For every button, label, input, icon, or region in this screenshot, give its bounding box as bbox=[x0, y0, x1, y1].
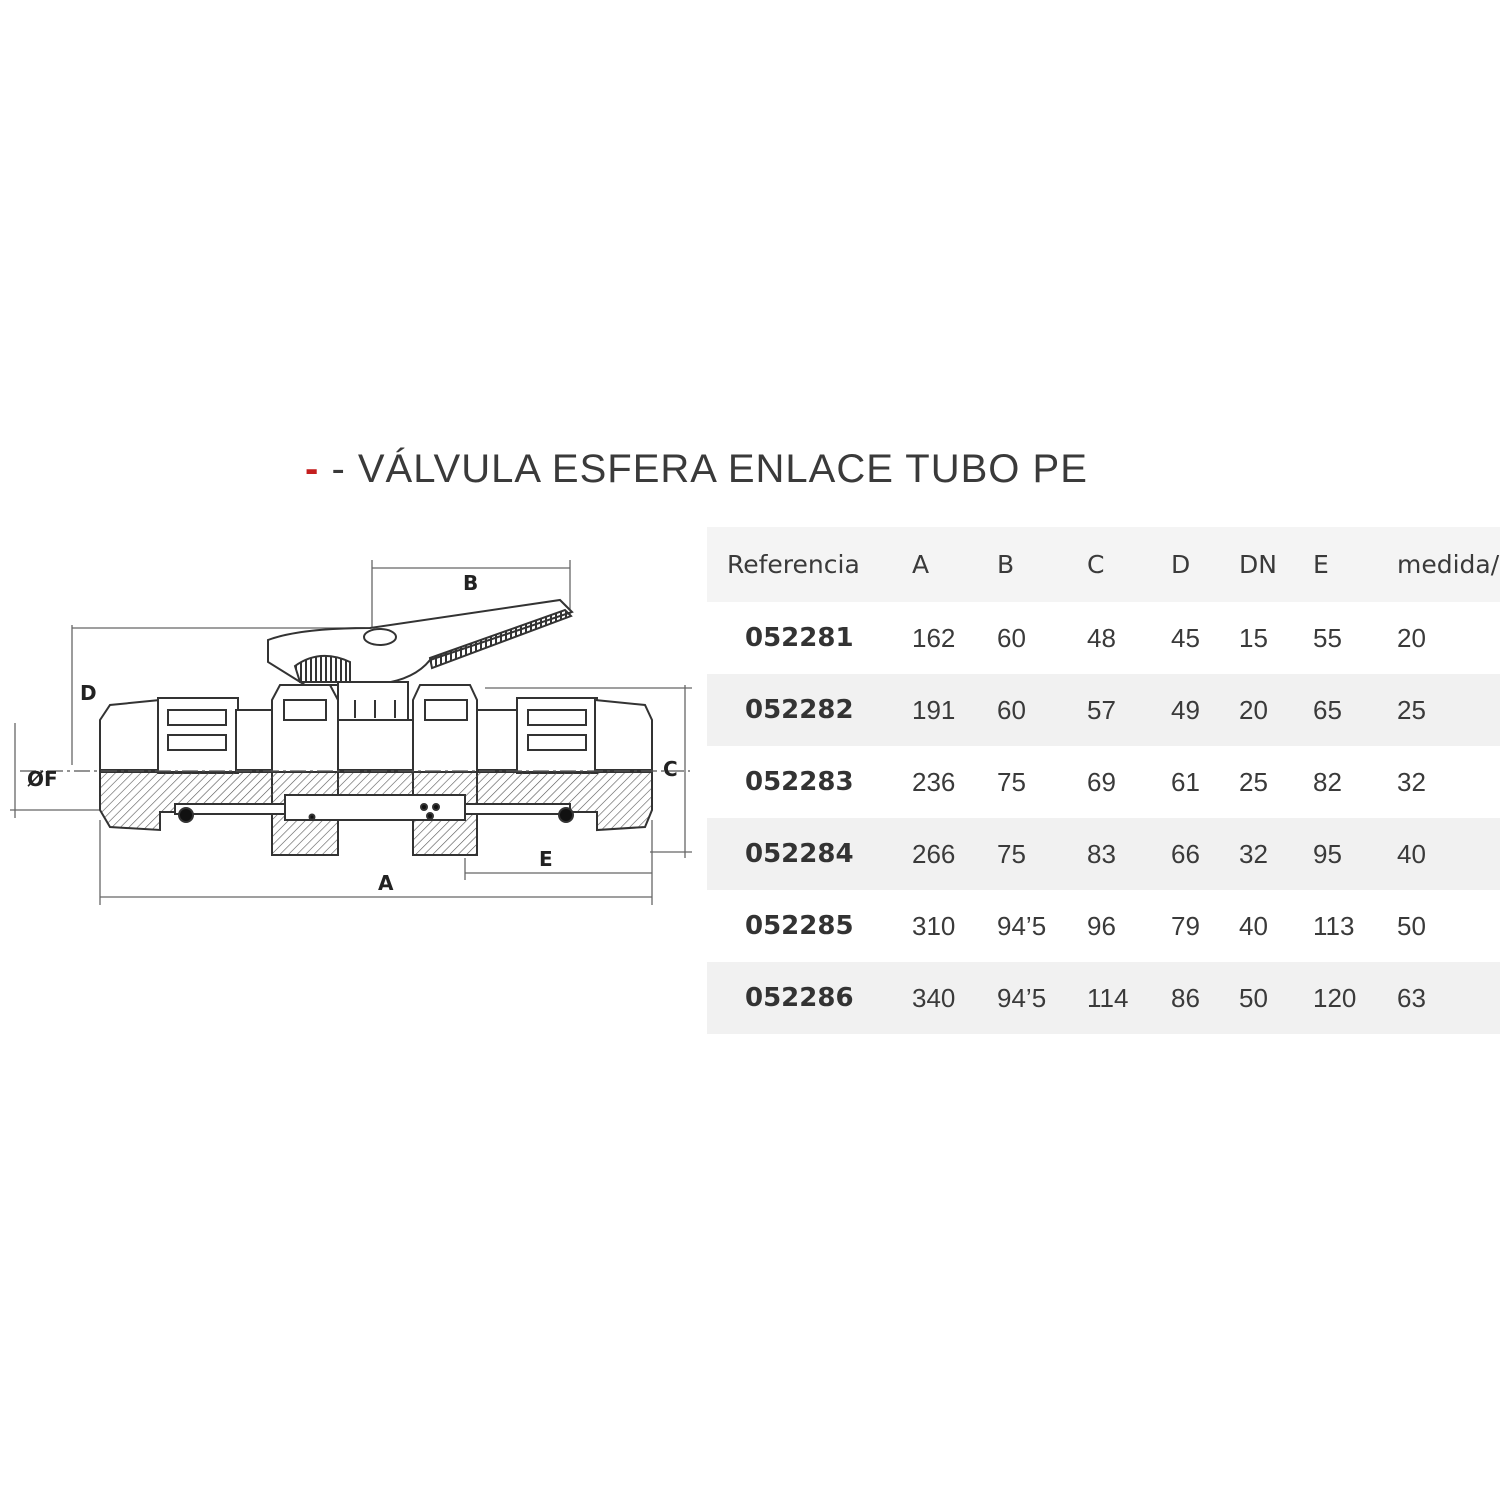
cell-e: 55 bbox=[1313, 622, 1342, 653]
cell-medida: 32 bbox=[1397, 766, 1426, 797]
header-referencia: Referencia bbox=[727, 550, 860, 579]
label-c: C bbox=[663, 757, 678, 781]
valve-body bbox=[100, 682, 652, 855]
cell-d: 79 bbox=[1171, 910, 1200, 941]
header-a: A bbox=[912, 550, 930, 579]
label-d: D bbox=[80, 681, 97, 705]
valve-handle bbox=[268, 600, 572, 685]
valve-section bbox=[100, 772, 652, 855]
header-e: E bbox=[1313, 550, 1329, 579]
cell-medida: 40 bbox=[1397, 838, 1426, 869]
cell-b: 94’5 bbox=[997, 910, 1047, 941]
cell-e: 65 bbox=[1313, 694, 1342, 725]
cell-referencia: 052282 bbox=[745, 695, 854, 725]
cell-e: 95 bbox=[1313, 838, 1342, 869]
table-row bbox=[707, 674, 1500, 746]
cell-a: 162 bbox=[912, 622, 956, 653]
cell-c: 69 bbox=[1087, 766, 1116, 797]
cell-a: 266 bbox=[912, 838, 956, 869]
table-row bbox=[707, 746, 1500, 818]
cell-c: 96 bbox=[1087, 910, 1116, 941]
cell-c: 83 bbox=[1087, 838, 1116, 869]
cell-d: 49 bbox=[1171, 694, 1200, 725]
cell-dn: 20 bbox=[1239, 694, 1268, 725]
cell-referencia: 052281 bbox=[745, 623, 854, 653]
cell-medida: 25 bbox=[1397, 694, 1426, 725]
cell-medida: 50 bbox=[1397, 910, 1426, 941]
table-row bbox=[707, 890, 1500, 962]
cell-b: 75 bbox=[997, 766, 1026, 797]
table-row bbox=[707, 818, 1500, 890]
cell-dn: 25 bbox=[1239, 766, 1268, 797]
label-e: E bbox=[539, 847, 553, 871]
cell-medida: 20 bbox=[1397, 622, 1426, 653]
label-b: B bbox=[463, 571, 479, 595]
cell-dn: 40 bbox=[1239, 910, 1268, 941]
cell-b: 60 bbox=[997, 622, 1026, 653]
table-row bbox=[707, 962, 1500, 1034]
cell-d: 45 bbox=[1171, 622, 1200, 653]
cell-a: 310 bbox=[912, 910, 956, 941]
cell-referencia: 052283 bbox=[745, 767, 854, 797]
cell-dn: 50 bbox=[1239, 982, 1268, 1013]
cell-referencia: 052286 bbox=[745, 983, 854, 1013]
cell-dn: 32 bbox=[1239, 838, 1268, 869]
label-f: ØF bbox=[27, 767, 58, 791]
cell-referencia: 052284 bbox=[745, 839, 854, 869]
cell-d: 66 bbox=[1171, 838, 1200, 869]
cell-medida: 63 bbox=[1397, 982, 1426, 1013]
cell-b: 94’5 bbox=[997, 982, 1047, 1013]
header-d: D bbox=[1171, 550, 1191, 579]
page-title bbox=[305, 447, 1088, 492]
header-c: C bbox=[1087, 550, 1105, 579]
cell-a: 236 bbox=[912, 766, 956, 797]
label-a: A bbox=[378, 871, 394, 895]
cell-d: 61 bbox=[1171, 766, 1200, 797]
cell-e: 120 bbox=[1313, 982, 1357, 1013]
cell-e: 113 bbox=[1313, 910, 1355, 941]
cell-d: 86 bbox=[1171, 982, 1200, 1013]
header-b: B bbox=[997, 550, 1015, 579]
title-text: - VÁLVULA ESFERA ENLACE TUBO PE bbox=[319, 447, 1088, 491]
cell-c: 57 bbox=[1087, 694, 1116, 725]
title-red-dash: - bbox=[305, 447, 320, 491]
cell-a: 191 bbox=[912, 694, 956, 725]
table-row bbox=[707, 602, 1500, 674]
cell-b: 60 bbox=[997, 694, 1026, 725]
dimensions-table bbox=[707, 527, 1500, 1041]
header-dn: DN bbox=[1239, 550, 1277, 579]
cell-a: 340 bbox=[912, 982, 956, 1013]
cell-e: 82 bbox=[1313, 766, 1342, 797]
cell-c: 114 bbox=[1087, 982, 1129, 1013]
cell-c: 48 bbox=[1087, 622, 1116, 653]
valve-diagram bbox=[0, 540, 700, 920]
cell-referencia: 052285 bbox=[745, 911, 854, 941]
cell-b: 75 bbox=[997, 838, 1026, 869]
table-header-row bbox=[707, 527, 1500, 602]
cell-dn: 15 bbox=[1239, 622, 1268, 653]
header-medida: medida/ bbox=[1397, 550, 1500, 579]
